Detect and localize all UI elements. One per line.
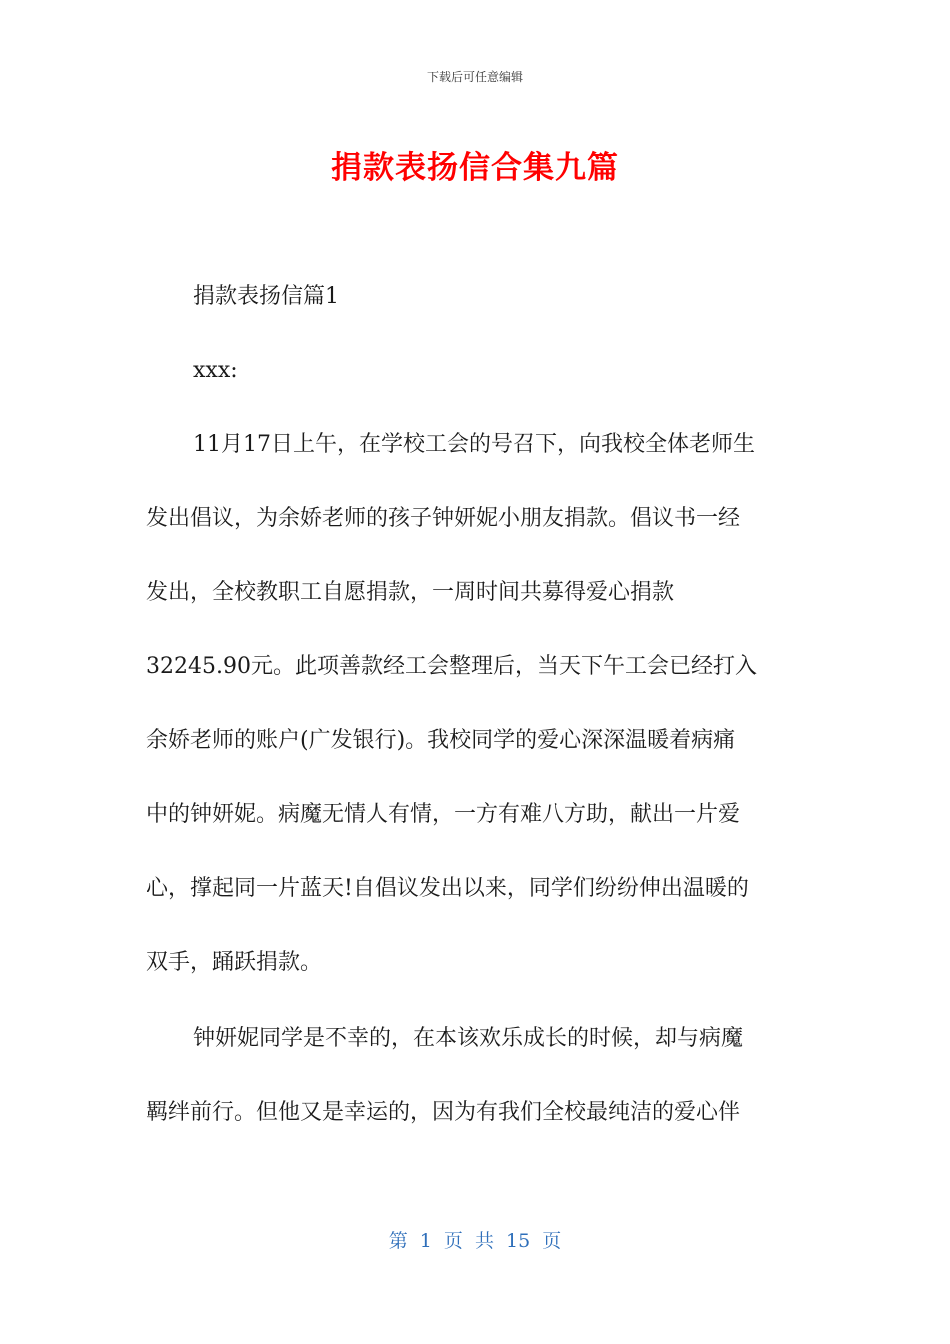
page-number: 第 1 页 共 15 页 bbox=[388, 1230, 562, 1252]
body-line: 双手，踊跃捐款。 bbox=[146, 950, 323, 975]
document-title: 捐款表扬信合集九篇 bbox=[331, 150, 619, 186]
body-line: 发出，全校教职工自愿捐款，一周时间共募得爱心捐款 bbox=[146, 580, 675, 605]
body-line: 中的钟妍妮。病魔无情人有情，一方有难八方助，献出一片爱 bbox=[146, 802, 741, 827]
salutation: xxx: bbox=[193, 358, 238, 383]
body-line: 32245.90元。此项善款经工会整理后，当天下午工会已经打入 bbox=[146, 654, 757, 679]
body-line: 发出倡议，为余娇老师的孩子钟妍妮小朋友捐款。倡议书一经 bbox=[146, 506, 741, 531]
page-header: 下载后可任意编辑 bbox=[426, 70, 523, 84]
body-line: 11月17日上午，在学校工会的号召下，向我校全体老师生 bbox=[193, 432, 755, 457]
body-line: 心，撑起同一片蓝天!自倡议发出以来，同学们纷纷伸出温暖的 bbox=[146, 876, 749, 901]
body-line: 钟妍妮同学是不幸的，在本该欢乐成长的时候，却与病魔 bbox=[193, 1026, 744, 1051]
body-line: 余娇老师的账户(广发银行)。我校同学的爱心深深温暖着病痛 bbox=[146, 728, 736, 753]
body-line: 羁绊前行。但他又是幸运的，因为有我们全校最纯洁的爱心伴 bbox=[146, 1100, 741, 1125]
section-heading: 捐款表扬信篇1 bbox=[193, 284, 339, 309]
